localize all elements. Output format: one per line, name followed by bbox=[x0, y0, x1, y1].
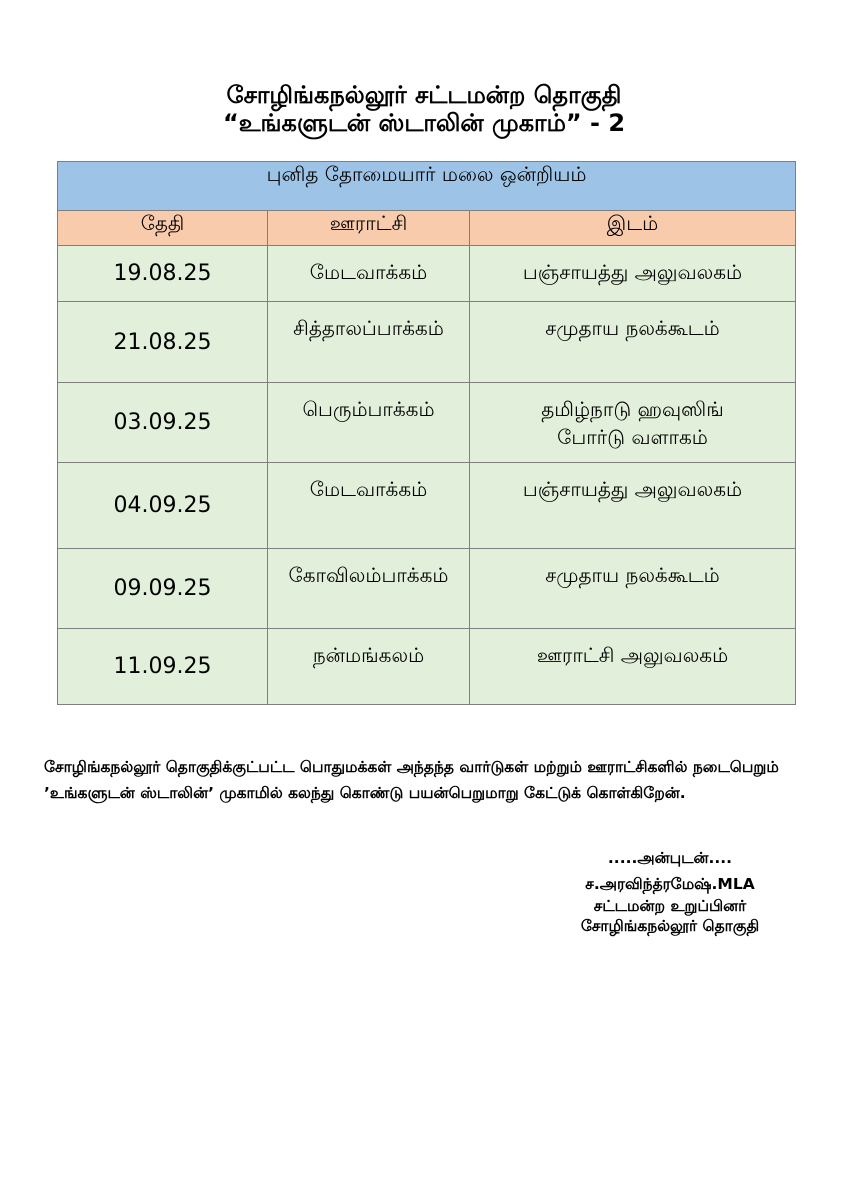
table-row bbox=[58, 463, 796, 549]
header-date: தேதி bbox=[58, 211, 268, 246]
row-panchayat bbox=[268, 383, 470, 463]
row-venue-text: தமிழ்நாடு ஹவுஸிங் போர்டு வளாகம் bbox=[541, 397, 724, 449]
row-panchayat-text: நன்மங்கலம் bbox=[312, 643, 425, 667]
row-date: 04.09.25 bbox=[58, 463, 268, 549]
row-panchayat bbox=[268, 549, 470, 629]
signature-constituency: சோழிங்கநல்லூர் தொகுதி bbox=[580, 917, 760, 935]
row-venue bbox=[470, 246, 796, 302]
row-venue bbox=[470, 383, 796, 463]
header-panchayat: ஊராட்சி bbox=[268, 211, 470, 246]
row-date: 19.08.25 bbox=[58, 246, 268, 302]
row-date: 21.08.25 bbox=[58, 302, 268, 383]
row-date: 11.09.25 bbox=[58, 629, 268, 705]
row-panchayat-text: மேடவாக்கம் bbox=[309, 477, 428, 501]
row-venue-text: சமுதாய நலக்கூடம் bbox=[545, 563, 720, 587]
row-venue-text: பஞ்சாயத்து அலுவலகம் bbox=[522, 260, 743, 284]
row-venue-text: சமுதாய நலக்கூடம் bbox=[545, 316, 720, 340]
row-venue bbox=[470, 629, 796, 705]
notice-paragraph: சோழிங்கநல்லூர் தொகுதிக்குட்பட்ட பொதுமக்கள் அந்தந்த வார்டுகள் மற்றும் ஊராட்சிகளில் நடைபெறும் ’உங்களுடன் ஸ்டாலின்’ முகாமில் கலந்து கொண்டு பயன்பெறுமாறு கேட்டுக் கொள்கிறேன். bbox=[44, 758, 779, 802]
row-panchayat bbox=[268, 463, 470, 549]
table-row bbox=[58, 383, 796, 463]
row-panchayat bbox=[268, 629, 470, 705]
row-venue-text: ஊராட்சி அலுவலகம் bbox=[536, 643, 729, 667]
table-row bbox=[58, 246, 796, 302]
row-panchayat-text: மேடவாக்கம் bbox=[309, 260, 428, 284]
row-panchayat-text: சித்தாலப்பாக்கம் bbox=[293, 316, 444, 340]
row-panchayat-text: பெரும்பாக்கம் bbox=[302, 397, 435, 421]
table-row bbox=[58, 629, 796, 705]
row-venue-text: பஞ்சாயத்து அலுவலகம் bbox=[522, 477, 743, 501]
row-panchayat bbox=[268, 302, 470, 383]
row-venue bbox=[470, 549, 796, 629]
header-row bbox=[58, 211, 796, 246]
row-venue bbox=[470, 302, 796, 383]
document-title: சோழிங்கநல்லூர் சட்டமன்ற தொகுதி bbox=[226, 81, 622, 109]
row-venue bbox=[470, 463, 796, 549]
table-row bbox=[58, 549, 796, 629]
signature-name: ச.அரவிந்த்ரமேஷ்.MLA bbox=[585, 875, 755, 893]
row-date: 03.09.25 bbox=[58, 383, 268, 463]
signature-greeting: .....அன்புடன்.... bbox=[607, 849, 733, 867]
union-name: புனித தோமையார் மலை ஒன்றியம் bbox=[58, 162, 796, 211]
schedule-table bbox=[57, 161, 796, 705]
signature-role: சட்டமன்ற உறுப்பினர் bbox=[593, 897, 747, 915]
row-panchayat bbox=[268, 246, 470, 302]
union-row bbox=[58, 162, 796, 211]
row-panchayat-text: கோவிலம்பாக்கம் bbox=[288, 563, 449, 587]
header-venue: இடம் bbox=[470, 211, 796, 246]
document-subtitle: “உங்களுடன் ஸ்டாலின் முகாம்” - 2 bbox=[222, 109, 626, 137]
row-date: 09.09.25 bbox=[58, 549, 268, 629]
table-row bbox=[58, 302, 796, 383]
